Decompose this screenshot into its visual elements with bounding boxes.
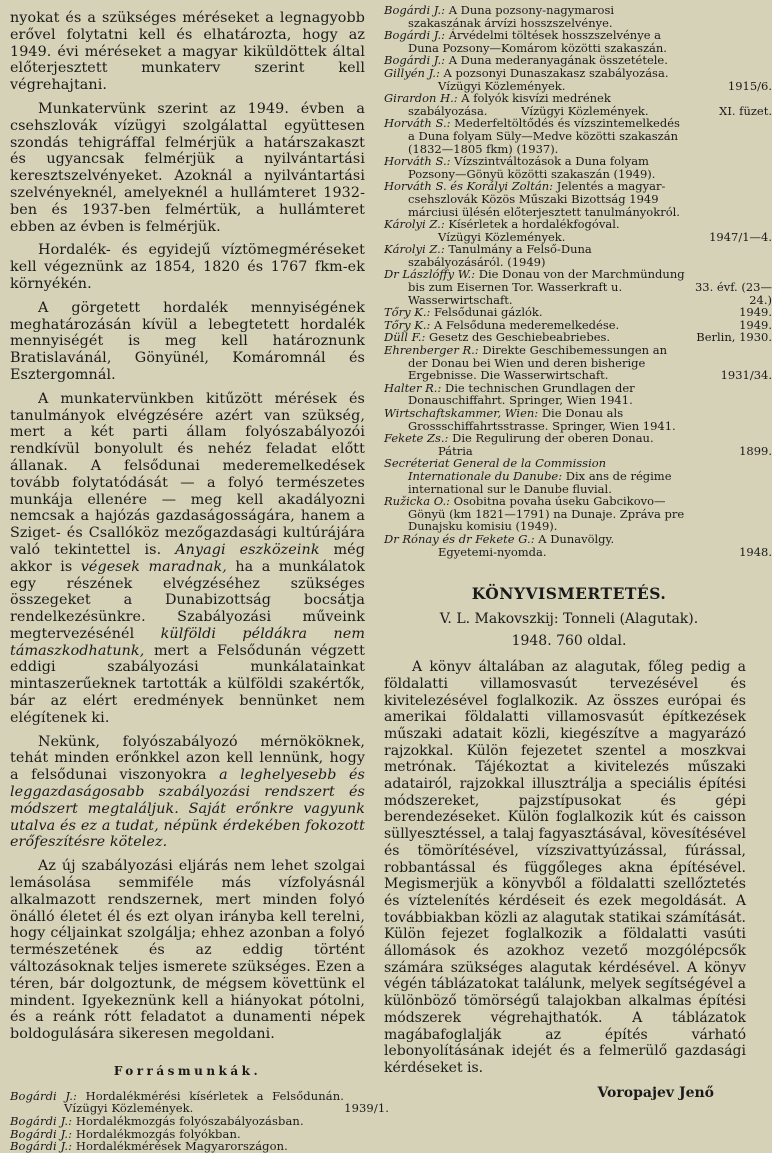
reference-title: Direkte Geschibemessungen an der Donau bei Wien und deren bisherige Ergebnisse. Die Wasserwirtschaft. [408,343,668,383]
reference-title: Vízszintváltozások a Duna folyam Pozsony—Gönyü közötti szakaszán (1949). [408,154,656,181]
reference-author: Gillyén J.: [384,65,440,80]
reference-journal: Vízügyi Közlemények. [438,229,566,244]
left-column [10,10,389,1153]
reference-item [10,1140,344,1153]
reference-author: Girardon H.: [384,91,458,106]
reference-title: Tanulmány a Felső-Duna szabályozásáról. (1949) [408,242,592,269]
reference-title: A Dunavölgy. [538,531,615,546]
reference-title: Árvédelmi töltések hosszszelvénye a Duna Pozsony—Komárom közötti szakaszán. [408,28,667,55]
reference-author: Bogárdi J.: [384,53,446,68]
paragraph-text: ha a munkálatok egy részének elvégzéséhez szükséges összegeket a Dunabizottság bocsátja rendelkezésünkre. Szabályozási műveink megtervezésénél [10,558,366,642]
reference-author: Secréteriat General de la Commission Internationale du Danube: [384,456,607,483]
reference-title: Felsődunai gázlók. [434,305,543,320]
reference-title: A folyók kisvízi medrének szabályozása. [408,91,611,118]
reference-title: Die Regulirung der oberen Donau. [452,431,654,446]
paragraph-text: még akkor is [10,541,365,575]
reference-year: Berlin, 1930. [696,330,772,345]
reference-item [384,155,688,180]
reference-year: 1949. [739,305,772,320]
reference-title: A Duna pozsony-nagymarosi szakaszának árvízi hosszszelvénye. [408,3,615,30]
paragraph-text: nyokat és a szükséges méréseket a legnagyobb erővel folytatni kell és elhatározta, hogy az 1949. évi méréseket a magyar kiküldöttek által előterjesztett munkaterv szerint kell végrehajtani. [10,10,365,94]
reference-journal: Vízügyi Közlemények. [521,103,649,118]
reference-author: Horváth S. és Korályi Zoltán: [384,179,554,194]
reference-year: 1939/1. [344,1101,389,1116]
paragraph-text: Az új szabályozási eljárás nem lehet szolgai lemásolása semmiféle más vízfolyásnál alkalmazott rendszernek, mert minden folyó önálló életet él és ezt olyan irányba kell terelni, hogy céljainkat szolgálja; ehhez azonban a folyó természetének és az eddig történt változásoknak teljes ismerete szükséges. Ezen a téren, bár dolgoztunk, de mégsem követtünk el mindent. Igyekeznünk kell a hiányokat pótolni, és a reánk rótt feladatot a dunamenti népek boldogulására sikeresen megoldani. [10,858,365,1043]
reference-title: Hordalékmérési kísérletek a Felsődunán. [85,1088,344,1103]
reference-author: Ružicka O.: [384,494,451,509]
reference-author: Fekete Zs.: [384,431,449,446]
reference-author: Dr Lászlóffy W.: [384,267,476,282]
reference-year: 33. évf. (23—24.) [694,280,772,307]
reference-author: Wirtschaftskammer, Wien: [384,406,539,420]
reference-title: Die Donau von der Marchmündung bis zum Eisernen Tor. Wasserkraft u. Wasserwirtschaft. [408,267,685,307]
reference-item [384,243,688,268]
reference-year: 1948. [739,544,772,559]
reference-year: 1949. [739,317,772,332]
paragraph [10,242,365,292]
review-book-meta: 1948. 760 oldal. [511,633,627,650]
reference-title: A Duna mederanyagának összetétele. [448,53,668,68]
reference-item [384,343,772,383]
reference-author: Tőry K.: [384,317,431,332]
reference-item [10,1088,389,1116]
reference-author: Károlyi Z.: [384,242,445,257]
reference-title: Kísérletek a hordalékfogóval. [448,217,620,232]
reference-author: Bogárdi J.: [10,1088,77,1103]
reference-item [384,65,772,93]
paragraph-text: Munkatervünk szerint az 1949. évben a csehszlovák vízügyi szolgálattal együttesen szondás tehigráffal felmérjük a határszakaszt és ugyancsak felmérjük a nyilvántartási keresztszelvényeket. Azoknál a nyilvántartási szelvényeknél, amelyeknél a hullámteret 1932-ben és 1937-ben felmértük, a hullámteret ebben az évben is felmérjük. [10,100,365,235]
review-author: Voropajev Jenő [597,1084,714,1101]
reference-title: Hordalékmozgás folyókban. [75,1126,241,1141]
paragraph [10,734,365,852]
reference-item [384,495,688,533]
reference-title: Mederfeltöltődés és vízszintemelkedés a Duna folyam Süly—Medve közötti szakaszán (1832—1805 fkm) (1937). [408,116,680,156]
reference-author: Bogárdi J.: [10,1126,73,1141]
reference-item [384,531,772,559]
emphasis-text: Anyagi eszközeink [175,541,320,558]
reference-item [384,4,688,29]
reference-title: Dix ans de régime international sur le Danube fluvial. [408,468,672,496]
paragraph [10,10,365,94]
reference-author: Tőry K.: [384,305,431,320]
reference-year: 1931/34. [720,368,772,383]
emphasis-text: végesek maradnak, [80,558,227,575]
sources-list-left [10,1088,389,1153]
reference-title: A pozsonyi Dunaszakasz szabályozása. [443,65,669,80]
reference-title: Hordalékmérések Magyarországon. [75,1139,288,1153]
reference-title: Jelentés a magyar-csehszlovák Közös Műszaki Bizottság 1949 márciusi ülésén előterjesztett tanulmányokról. [408,179,680,219]
reference-journal: Vízügyi Közlemények. [64,1101,194,1116]
paragraph [10,300,365,384]
reference-journal: Egyetemi-nyomda. [438,544,547,559]
reference-author: Horváth S.: [384,116,451,131]
reference-item [384,180,688,218]
reference-author: Dr Rónay és dr Fekete G.: [384,531,535,546]
reference-author: Bogárdi J.: [384,28,446,43]
reference-title: Gesetz des Geschiebeabriebes. [429,330,611,345]
reference-item [384,29,688,54]
reference-item [384,217,772,244]
reference-item [384,382,688,407]
review-body: A könyv általában az alagutak, főleg pedig a földalatti villamosvasút tervezésével és kivitelezésével foglalkozik. Az összes európai és amerikai földalatti villamosvasút építkezések műszaki adatait közli, kiegészítve a magyarázó rajzokkal. Külön fejezetet szentel a moszkvai metrónak. Tájékoztat a kivitelezés műszaki adatairól, rajzokkal illusztrálja a speciális építési módszereket, pajzstípusokat és gépi berendezéseket. Külön foglalkozik kút és caisson süllyesztéssel, a talaj fagyasztásával, kövesítésével és tömörítésével, vízszivattyúzással, fúrással, robbantással és függőleges akna építésével. Megismerjük a könyvből a földalatti szellőztetés és víztelenítés kérdéseit és ezek megoldását. A továbbiakban közli az alagutak statikai számítását. Külön fejezet foglalkozik a földalatti vasúti állomások és azokhoz vezető mozgólépcsők számára szükséges alagutak kérdésével. A könyv végén táblázatokat találunk, melyek segítségével a különböző tömörségű talajokban alkalmas építési módszerek végrehajthatók. A táblázatok magábafoglalják az építés várható lebonyolításának idejét és a felmerülő gazdasági kérdéseket is. [384,659,746,1076]
paragraph [10,391,365,727]
reference-author: Bogárdi J.: [10,1139,73,1153]
reference-author: Halter R.: [384,380,442,395]
paragraph [10,858,365,1043]
reference-author: Düll F.: [384,330,426,345]
reference-item [384,457,688,495]
reference-item [384,407,688,432]
paragraph-text: A görgetett hordalék mennyiségének meghatározásán kívül a lebegtetett hordalék mennyiségét is meg kell határoznunk Bratislavánál, Gönyünél, Komáromnál és Esztergomnál. [10,299,365,383]
reference-year: 1899. [739,443,772,458]
reference-item [384,117,688,155]
reference-journal: Vízügyi Közlemények. [438,78,566,93]
right-column [384,3,772,1101]
reference-author: Bogárdi J.: [384,3,446,17]
reference-item [384,91,772,118]
review-book-title: V. L. Makovszkij: Tonneli (Alagutak). [439,611,699,628]
reference-title: Osobitna povaha úseku Gabcikovo—Gönyü (km 1821—1791) na Dunaje. Zpráva pre Dunajsku komisiu (1949). [408,494,685,534]
reference-year: 1947/1—4. [709,229,772,244]
paragraph-text: Nekünk, folyószabályozó mérnököknek, tehát minden erőnkkel azon kell lennünk, hogy a felsődunai viszonyokra [10,733,365,784]
paragraph-text: A munkatervünkben kitűzött mérések és tanulmányok elvégzésére azért van szükség, mert a két parti állam folyószabályozói rendkívül bonyolult és nehéz feladat előtt állanak. A felsődunai mederemelkedések tovább folytatódását — a folyó természetes munkája ellenére — meg kell akadályozni nemcsak a hajózás gazdaságosságára, hanem a Sziget- és Csallóköz mezőgazdasági kultúrájára való tekintettel is. [10,390,365,558]
reference-year: 1915/6. [727,78,772,93]
reference-title: A Felsőduna mederemelkedése. [434,317,620,332]
paragraph-text: mert a Felsődunán végzett eddigi szabályozási munkálatainkat mintaszerűeknek tartották a külföldi szakértők, bár az elért eredmények bennünket nem elégítenek ki. [10,642,365,726]
reference-author: Károlyi Z.: [384,217,445,232]
reference-journal: Pátria [438,443,473,458]
reference-title: Die Donau als Grossschiffahrtsstrasse. Springer, Wien 1941. [408,406,676,433]
article-body [10,10,365,1043]
reference-title: Die technischen Grundlagen der Donauschiffahrt. Springer, Wien 1941. [408,380,635,408]
reference-author: Bogárdi J.: [10,1114,73,1128]
sources-heading: Forrásmunkák. [113,1064,262,1079]
reference-item [384,267,772,307]
emphasis-text: a leghelyesebb és leggazdaságosabb szabályozási rendszert és módszert megtaláljuk. Saját erőnkre vagyunk utalva és ez a tudat, népünk érdekében fokozott erőfeszítésre kötelez. [10,767,365,851]
paragraph-text: Hordalék- és egyidejű víztömegméréseket kell végeznünk az 1854, 1820 és 1767 fkm-ek környékén. [10,242,365,292]
review-heading: KÖNYVISMERTETÉS. [471,584,667,604]
paragraph [10,101,365,235]
reference-author: Ehrenberger R.: [384,343,479,358]
reference-item [384,431,772,458]
emphasis-text: külföldi példákra nem támaszkodhatunk, [10,625,365,659]
reference-year: XI. füzet. [719,103,772,118]
reference-title: Hordalékmozgás folyószabályozásban. [75,1114,304,1128]
sources-list-right [384,3,772,559]
reference-author: Horváth S.: [384,154,451,169]
